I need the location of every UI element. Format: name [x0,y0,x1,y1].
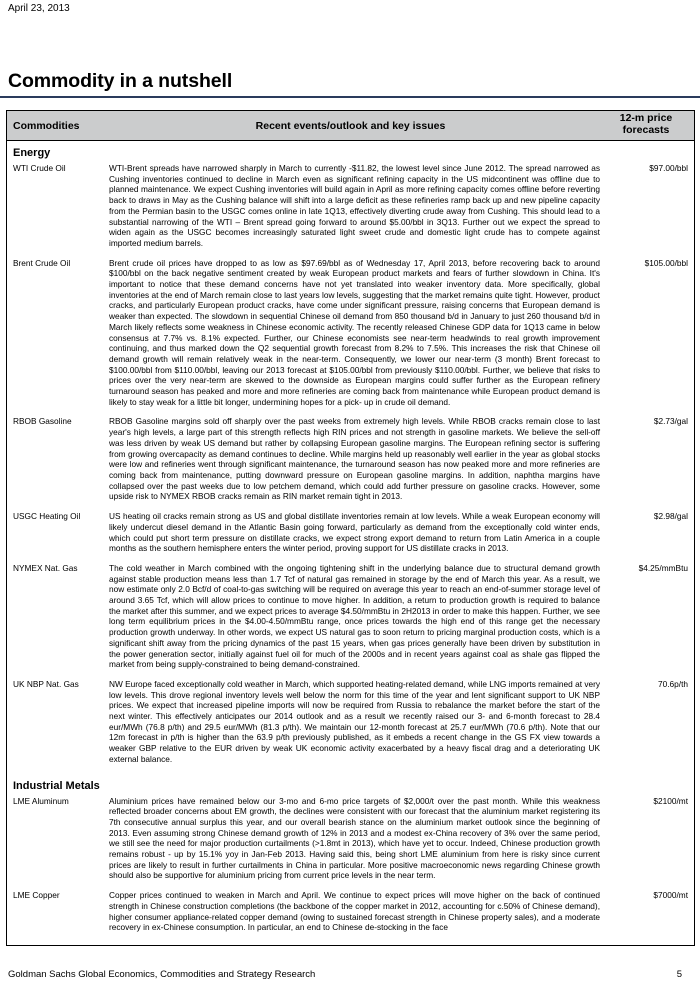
column-header-forecast-line2: forecasts [622,123,670,136]
commodity-name: WTI Crude Oil [13,163,66,173]
commodity-name: RBOB Gasoline [13,416,72,427]
table-row-heating-oil [7,511,694,554]
commodity-forecast: $2100/mt [653,795,688,806]
commodity-forecast: $105.00/bbl [644,257,688,268]
commodity-forecast: 70.6p/th [658,678,688,689]
commodity-forecast: $97.00/bbl [649,163,688,173]
column-header-commodities: Commodities [13,120,80,132]
commodity-name: LME Aluminum [13,795,69,806]
commodity-table [6,110,695,946]
column-header-outlook: Recent events/outlook and key issues [255,120,446,132]
commodity-name: NYMEX Nat. Gas [13,562,78,573]
table-header [7,111,694,141]
section-heading-industrial-metals: Industrial Metals [13,779,100,792]
commodity-outlook: The cold weather in March combined with the ongoing tightening shift in the underlying balance due to structural demand growth against stable production means less than 1.7 Tcf of natural gas remained in storage by the end of March this year. As a result, we now estimate only 2.0 Bcf/d of coal-to-gas switching will be required on average this year to reach an end-of-summer storage level of around 3.65 Tcf, which will allow prices to continue to move higher. In addition, a return to production growth is required to balance the market after this summer, and we expect prices to average $4.50/mmBtu in 2H2013 in order to make this happen. Further, we see long term equilibrium prices in the $4.00-4.50/mmBtu range, once prices towards the high end of this range get the necessary production growth underway. In other words, we expect US natural gas to soon return to pricing marginal production costs, which is a significant shift away from the pricing dynamics of the past 15 years, when gas prices generally have been driven by substitution in the power generation sector, initially against fuel oil for much of the 2000s and in recent years against coal as shale gas flipped the market from being supply-constrained to being demand-constrained. [109,562,600,670]
commodity-forecast: $2.98/gal [653,511,688,522]
commodity-name: USGC Heating Oil [13,511,81,522]
commodity-outlook: RBOB Gasoline margins sold off sharply over the past weeks from extremely high levels. While RBOB cracks remain close to last year's high levels, a large part of this strength reflects high RIN prices and not strength in gasoline markets. We believe the sell-off was less driven by weak US demand but rather by collapsing European gasoline margins. The European refining sector is suffering from growing overcapacity as demand continues to decline. While margins held up reasonably well earlier in the year as global stocks were low and refineries went through significant maintenance, the turnaround season has now peaked more and more refineries are coming back from maintenance, putting downward pressure on European gasoline margins. In addition, naphtha margins have collapsed over the past weeks due to low petchem demand, which could add further pressure on gasoline cracks. However, some upside risk to NYMEX RBOB cracks remain as RIN market remain tight in 2013. [109,416,600,502]
commodity-forecast: $4.25/mmBtu [638,562,688,573]
table-row-brent [7,258,694,408]
commodity-name: LME Copper [13,890,60,901]
commodity-outlook: Brent crude oil prices have dropped to as low as $97.69/bbl as of Wednesday 17, April 2013, before recovering back to around $100/bbl on the back negative sentiment created by weak European product markets and fears of further slowdown in China. It's important to notice that these demand concerns have not yet translated into weaker inventory data. More specifically, global inventories at the end of March remain close to last years low levels, suggesting that the market remains quite tight. However, product cracks, and particularly European product cracks, have come under significant pressure, raising concerns that European demand is weaker than expected. The slowdown in sequential Chinese oil demand from 850 thousand b/d in January to just 260 thousand b/d in March likely reflects some weakness in Chinese economic activity. The recently released Chinese GDP data for 1Q13 came in below consensus at 7.7% vs. 8.1% expected. Further, our Chinese economists see near-term headwinds to real growth improvement continuing, and thus marked down the Q2 sequential growth forecast from 8.2% to 7.5%. This increases the risk that Chinese oil demand growth will remain relatively weak in the near-term. Consequently, we lower our near-term (3 month) Brent forecast to $100.00/bbl from $110.00/bbl, leaving our 2013 forecast at $105.00/bbl from previously $110.00/bbl. Further, we believe that risks to prices over the very near-term are skewed to the downside as European margins could suffer further as the European refinery turnaround season has peaked and more and more refineries are coming back from maintenance while European product demand is likely to stay weak for a little bit longer, undermining hopes for a pick- up in crude oil demand. [109,257,600,407]
commodity-outlook: US heating oil cracks remain strong as US and global distillate inventories remain at low levels. While a weak European economy will likely undercut diesel demand in the Atlantic Basin going forward, particularly as demand from the exceptionally cold winter ends, which could put short term pressure on distillate cracks, we expect strong export demand to return from Latin America in a couple months as the southern hemisphere enters the winter period, proving support for US distillate cracks in 2013. [109,511,600,554]
title-divider [0,96,700,98]
commodity-outlook: Aluminium prices have remained below our 3-mo and 6-mo price targets of $2,000/t over the past month. While this weakness reflected broader concerns about EM growth, the declines were consistent with our forecast that the aluminium market registering its 7th consecutive annual surplus this year, and our overall bearish stance on the aluminium market outlook since the beginning of 2013. Even assuming strong Chinese demand growth of 12% in 2013 and a modest ex-China recovery of 3% over the same period, we still see the need for major production curtailments (>1.8mt in 2013), which have yet to occur. Indeed, Chinese production growth remains robust - up by 15.1% yoy in Jan-Feb 2013. Having said this, being short LME aluminium from here is risky since current prices are likely to result in further curtailments in China in particular. More positive macroeconomic news regarding Chinese growth should also be supportive for aluminium pricing from current price levels in the near term. [109,795,600,881]
page-number: 5 [676,969,682,980]
commodity-forecast: $2.73/gal [653,416,688,427]
table-row-copper [7,890,694,933]
section-heading-energy: Energy [13,147,51,159]
commodity-outlook: WTI-Brent spreads have narrowed sharply in March to currently -$11.82, the lowest level since June 2012. The spread narrowed as Cushing inventories continued to decline in March even as significant refining capacity in the US midcontinent was offline due to planned maintenance. We expect Cushing inventories will build again in April as more refining capacity comes offline before reverting back to draws in May as the Cushing balance will shift into a large deficit as these refineries ramp back up and new pipeline capacity from the Permian basin to the USGC comes online in late 1Q13, effectively diverting crude away from Cushing. This should lead to a substantial narrowing of the WTI – Brent spread going forward to around $5.00/bbl in 3Q13. Further out we expect the spread to widen again as the USGC becomes increasingly saturated light sweet crude and domestic light crude has to compete against imported medium barrels. [109,163,600,248]
table-row-aluminum [7,796,694,882]
table-row-uk-nbp-gas [7,679,694,765]
table-row-rbob [7,416,694,502]
commodity-forecast: $7000/mt [653,890,688,901]
table-row-wti [7,163,694,249]
commodity-outlook: Copper prices continued to weaken in March and April. We continue to expect prices will move higher on the back of continued strength in Chinese construction completions (the backbone of the copper market in 2012, accounting for c.50% of Chinese demand), higher consumer appliance-related copper demand (owing to sustained forecast strength in Chinese property sales), and a moderate recovery in ex-Chinese consumption. In particular, an end to Chinese de-stocking in the face [109,890,600,933]
column-header-forecast [606,113,686,136]
table-row-nymex-gas [7,563,694,670]
column-header-forecast-line1: 12-m price [619,112,673,124]
commodity-name: UK NBP Nat. Gas [13,678,79,689]
footer-source: Goldman Sachs Global Economics, Commodities and Strategy Research [8,969,316,980]
page-title: Commodity in a nutshell [8,70,233,92]
commodity-outlook: NW Europe faced exceptionally cold weather in March, which supported heating-related demand, while LNG imports remained at very low levels. This drove regional inventory levels well below the norm for this time of the year and lent significant support to UK NBP prices. We expect that increased pipeline imports will now be required from Russia to rebalance the market before the start of the next winter. This effectively anticipates our 2014 outlook and as a result we recently raised our 3- and 6-month forecast to 28.4 eur/MWh (76.8 p/th) and 29.5 eur/MWh (81.3 p/th). We maintain our 12-month forecast at 25.7 eur/MWh (70.6 p/th). Note that our 12m forecast in p/th is higher than the 63.9 p/th previously published, as it embeds a recent change in the GS FX view towards a weaker GBP relative to the EUR driven by weak UK economic activity exacerbated by a heavy fiscal drag and a deteriorating UK external balance. [109,678,600,764]
report-date: April 23, 2013 [8,3,70,14]
commodity-name: Brent Crude Oil [13,257,71,268]
